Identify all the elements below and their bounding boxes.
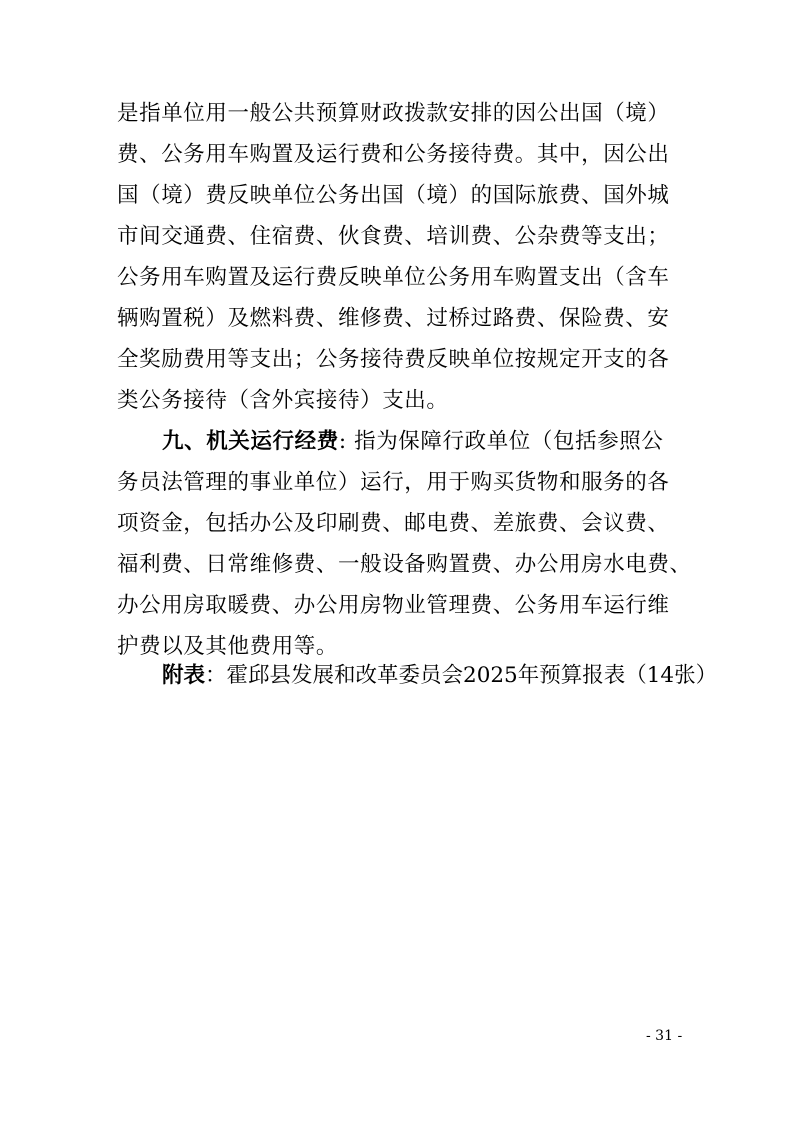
paragraph-line-1: 是指单位用一般公共预算财政拨款安排的因公出国（境） xyxy=(117,101,670,126)
section-9-heading: 九、机关运行经费 xyxy=(162,429,339,454)
paragraph-line-3: 国（境）费反映单位公务出国（境）的国际旅费、国外城 xyxy=(117,183,670,208)
attachment-text: ：霍邱县发展和改革委员会2025年预算报表（14张） xyxy=(205,663,718,688)
paragraph-line-4: 市间交通费、住宿费、伙食费、培训费、公杂费等支出； xyxy=(117,224,670,249)
attachment-label: 附表 xyxy=(162,663,206,688)
section-9-line-3: 项资金，包括办公及印刷费、邮电费、差旅费、会议费、 xyxy=(117,511,670,536)
attachment-note xyxy=(162,656,722,696)
paragraph-line-2: 费、公务用车购置及运行费和公务接待费。其中，因公出 xyxy=(117,142,670,167)
section-9-line-2: 务员法管理的事业单位）运行，用于购买货物和服务的各 xyxy=(117,470,670,495)
page-number: - 31 - xyxy=(646,1028,683,1044)
paragraph-line-6: 辆购置税）及燃料费、维修费、过桥过路费、保险费、安 xyxy=(117,306,670,331)
section-9-line-4: 福利费、日常维修费、一般设备购置费、办公用房水电费、 xyxy=(117,552,692,577)
section-9-first-line xyxy=(162,422,677,462)
section-9-line-5: 办公用房取暖费、办公用房物业管理费、公务用车运行维 xyxy=(117,593,670,618)
paragraph-line-8: 类公务接待（含外宾接待）支出。 xyxy=(117,388,449,413)
paragraph-line-5: 公务用车购置及运行费反映单位公务用车购置支出（含车 xyxy=(117,265,670,290)
section-9-first-line-text: : 指为保障行政单位（包括参照公 xyxy=(338,429,664,454)
paragraph-line-7: 全奖励费用等支出；公务接待费反映单位按规定开支的各 xyxy=(117,347,670,372)
section-9-line-6: 护费以及其他费用等。 xyxy=(117,634,339,659)
